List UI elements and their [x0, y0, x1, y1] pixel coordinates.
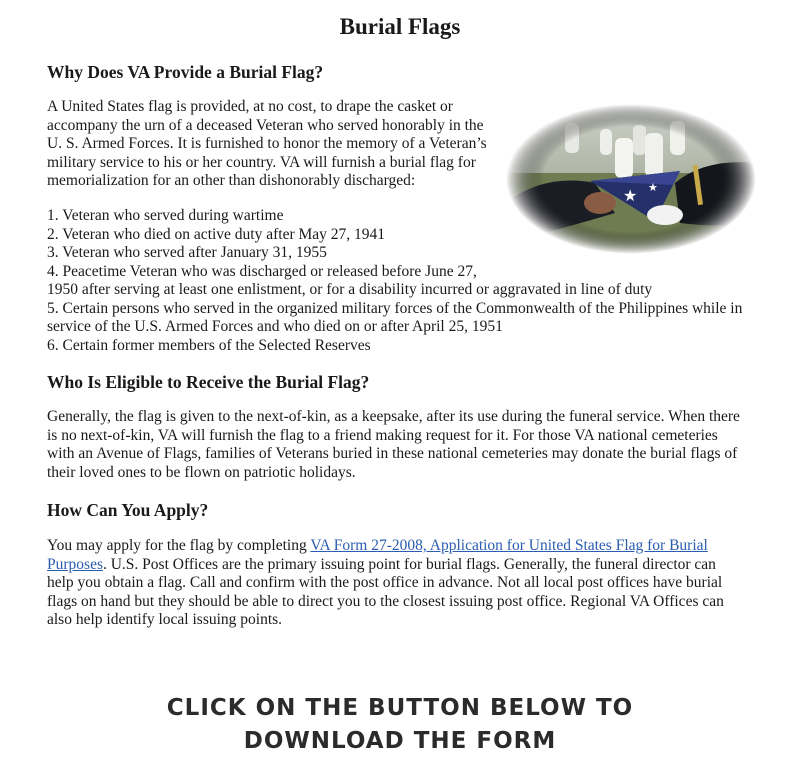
list-item: 5. Certain persons who served in the organized military forces of the Commonwealth of the Philippines while in: [47, 299, 743, 317]
paragraph-line: accompany the urn of a deceased Veteran who served honorably in the: [47, 116, 484, 134]
list-item: 1950 after serving at least one enlistment, or for a disability incurred or aggravated in line of duty: [47, 281, 653, 298]
list-item: service of the U.S. Armed Forces and who died on or after April 25, 1951: [47, 318, 503, 335]
paragraph-line: memorialization for an other than dishonorably discharged:: [47, 172, 416, 189]
apply-suffix-text: . U.S. Post Offices are the primary issuing point for burial flags. Generally, the funeral director can: [102, 555, 716, 573]
paragraph-line: [47, 537, 724, 556]
eligibility-paragraph: [47, 408, 740, 482]
apply-prefix-text: You may apply for the flag by completing: [47, 537, 311, 554]
paragraph-line: help you obtain a flag. Call and confirm with the post office in advance. Not all local post offices have burial: [47, 574, 723, 591]
apply-paragraph: [47, 537, 724, 630]
list-item: 2. Veteran who died on active duty after May 27, 1941: [47, 225, 386, 243]
section-heading-eligible: Who Is Eligible to Receive the Burial Flag?: [47, 372, 370, 392]
paragraph-line: military service to his or her country. VA will furnish a burial flag for: [47, 153, 476, 171]
paragraph-line: with an Avenue of Flags, families of Veterans buried in these national cemeteries may donate the burial flags of: [47, 445, 738, 462]
paragraph-line: [47, 556, 724, 575]
page-title: Burial Flags: [339, 14, 461, 39]
folded-flag-photo: [505, 103, 757, 255]
download-cta-line2: DOWNLOAD THE FORM: [243, 728, 557, 754]
paragraph-line: A United States flag is provided, at no cost, to drape the casket or: [47, 98, 453, 115]
paragraph-line: Generally, the flag is given to the next-of-kin, as a keepsake, after its use during the funeral service. When there: [47, 408, 740, 425]
paragraph-line: flags on hand but they should be able to direct you to the closest issuing post office. Regional VA Offices can: [47, 592, 724, 610]
paragraph-line: is no next-of-kin, VA will furnish the flag to a friend making request for it. For those VA national cemeteries: [47, 426, 718, 444]
intro-paragraph: [47, 98, 487, 191]
section-heading-why: Why Does VA Provide a Burial Flag?: [47, 62, 324, 82]
list-item: 1. Veteran who served during wartime: [47, 207, 284, 224]
paragraph-line: also help identify local issuing points.: [47, 611, 283, 628]
paragraph-line: U. S. Armed Forces. It is furnished to honor the memory of a Veteran’s: [47, 135, 487, 152]
list-item: 3. Veteran who served after January 31, 1955: [47, 244, 327, 261]
list-item: 4. Peacetime Veteran who was discharged or released before June 27,: [47, 262, 477, 280]
va-form-link[interactable]: VA Form 27-2008, Application for United States Flag for Burial: [310, 537, 708, 554]
va-form-link-continued[interactable]: Purposes: [47, 555, 103, 573]
paragraph-line: their loved ones to be flown on patriotic holidays.: [47, 463, 356, 481]
section-heading-apply: How Can You Apply?: [47, 500, 209, 520]
list-item: 6. Certain former members of the Selected Reserves: [47, 336, 371, 354]
download-cta-line1: CLICK ON THE BUTTON BELOW TO: [166, 695, 634, 721]
